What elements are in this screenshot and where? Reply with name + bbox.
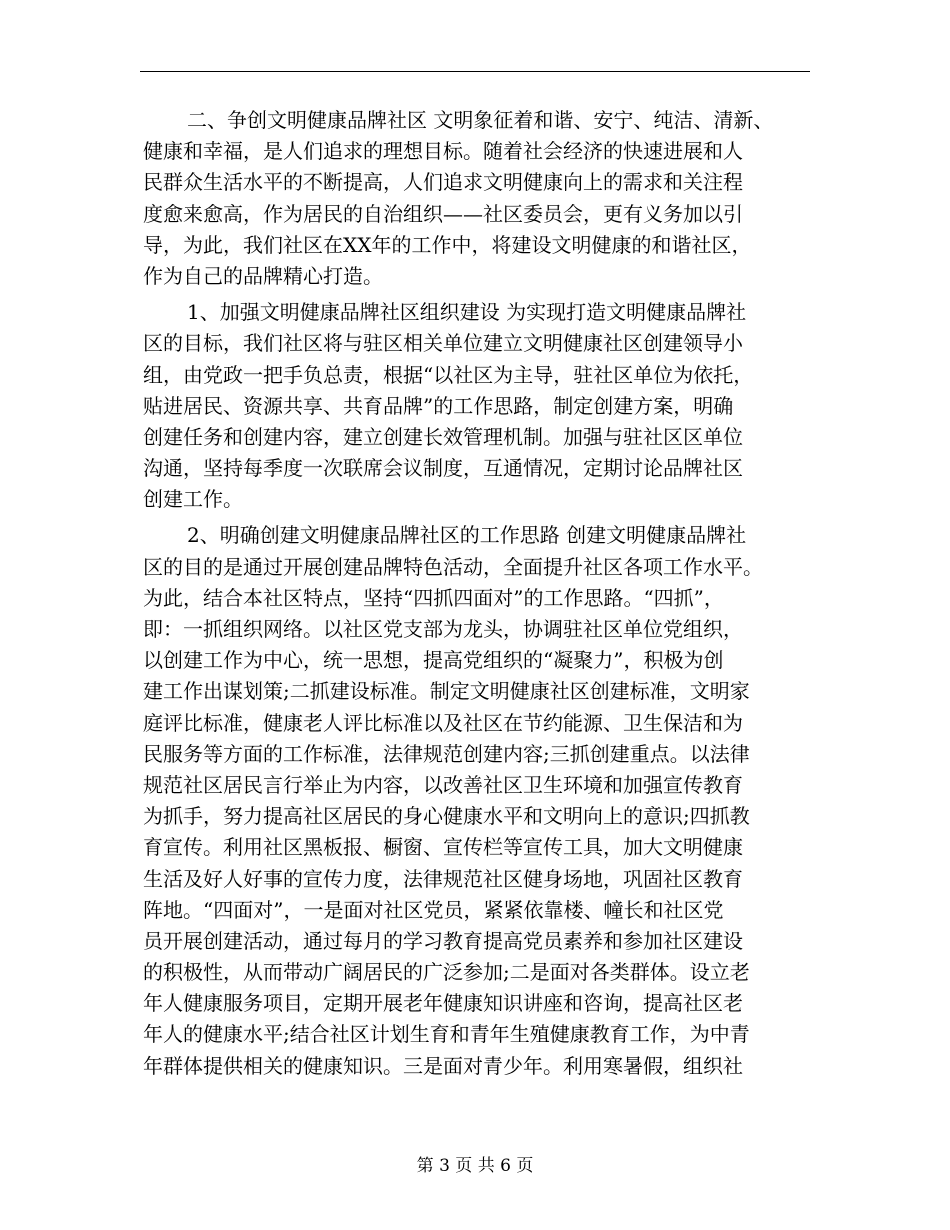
paragraph-line: 育宣传。利用社区黑板报、橱窗、宣传栏等宣传工具，加大文明健康 [143,835,743,860]
paragraph-line: 区的目标，我们社区将与驻区相关单位建立文明健康社区创建领导小 [143,331,743,356]
paragraph-line: 贴进居民、资源共享、共育品牌”的工作思路，制定创建方案，明确 [143,393,734,418]
paragraph-line: 1、加强文明健康品牌社区组织建设 为实现打造文明健康品牌社 [187,300,747,325]
page-number: 第 3 页 共 6 页 [416,1156,534,1176]
paragraph-line: 员开展创建活动，通过每月的学习教育提高党员素养和参加社区建设 [143,928,743,953]
paragraph-line: 民群众生活水平的不断提高，人们追求文明健康向上的需求和关注程 [143,170,743,195]
paragraph-line: 阵地。“四面对”，一是面对社区党员，紧紧依靠楼、幢长和社区党 [143,897,724,922]
header-rule [140,71,810,72]
document-body [143,105,823,1082]
paragraph-line: 庭评比标准，健康老人评比标准以及社区在节约能源、卫生保洁和为 [143,710,743,735]
paragraph-line: 年人健康服务项目，定期开展老年健康知识讲座和咨询，提高社区老 [143,991,743,1016]
paragraph-line: 年人的健康水平;结合社区计划生育和青年生殖健康教育工作，为中青 [143,1022,750,1047]
paragraph-line: 年群体提供相关的健康知识。三是面对青少年。利用寒暑假，组织社 [143,1053,743,1078]
paragraph-line: 创建任务和创建内容，建立创建长效管理机制。加强与驻社区区单位 [143,424,743,449]
paragraph-line: 为抓手，努力提高社区居民的身心健康水平和文明向上的意识;四抓教 [143,804,750,829]
paragraph-line: 作为自己的品牌精心打造。 [143,263,383,288]
paragraph-line: 生活及好人好事的宣传力度，法律规范社区健身场地，巩固社区教育 [143,866,743,891]
paragraph-line: 组，由党政一把手负总责，根据“以社区为主导，驻社区单位为依托， [143,362,754,387]
paragraph-line: 创建工作。 [143,487,243,512]
paragraph-line: 沟通，坚持每季度一次联席会议制度，互通情况，定期讨论品牌社区 [143,456,743,481]
paragraph-line: 以创建工作为中心，统一思想，提高党组织的“凝聚力”，积极为创 [143,648,724,673]
paragraph-line: 规范社区居民言行举止为内容，以改善社区卫生环境和加强宣传教育 [143,772,743,797]
paragraph-line: 区的目的是通过开展创建品牌特色活动，全面提升社区各项工作水平。 [143,554,763,579]
paragraph-line: 的积极性，从而带动广阔居民的广泛参加;二是面对各类群体。设立老 [143,960,750,985]
paragraph-line: 为此，结合本社区特点，坚持“四抓四面对”的工作思路。“四抓”， [143,585,724,610]
paragraph-line: 二、争创文明健康品牌社区 文明象征着和谐、安宁、纯洁、清新、 [187,108,774,132]
paragraph-line: 民服务等方面的工作标准，法律规范创建内容;三抓创建重点。以法律 [143,741,750,766]
paragraph-line: 建工作出谋划策;二抓建设标准。制定文明健康社区创建标准，文明家 [143,679,750,704]
paragraph-line: 2、明确创建文明健康品牌社区的工作思路 创建文明健康品牌社 [187,523,747,548]
paragraph-line: 即：一抓组织网络。以社区党支部为龙头，协调驻社区单位党组织， [143,617,743,641]
paragraph-line: 健康和幸福，是人们追求的理想目标。随着社会经济的快速进展和人 [143,139,743,164]
paragraph-line: 导，为此，我们社区在XX年的工作中，将建设文明健康的和谐社区， [143,232,752,257]
paragraph-line: 度愈来愈高，作为居民的自治组织——社区委员会，更有义务加以引 [143,201,743,226]
